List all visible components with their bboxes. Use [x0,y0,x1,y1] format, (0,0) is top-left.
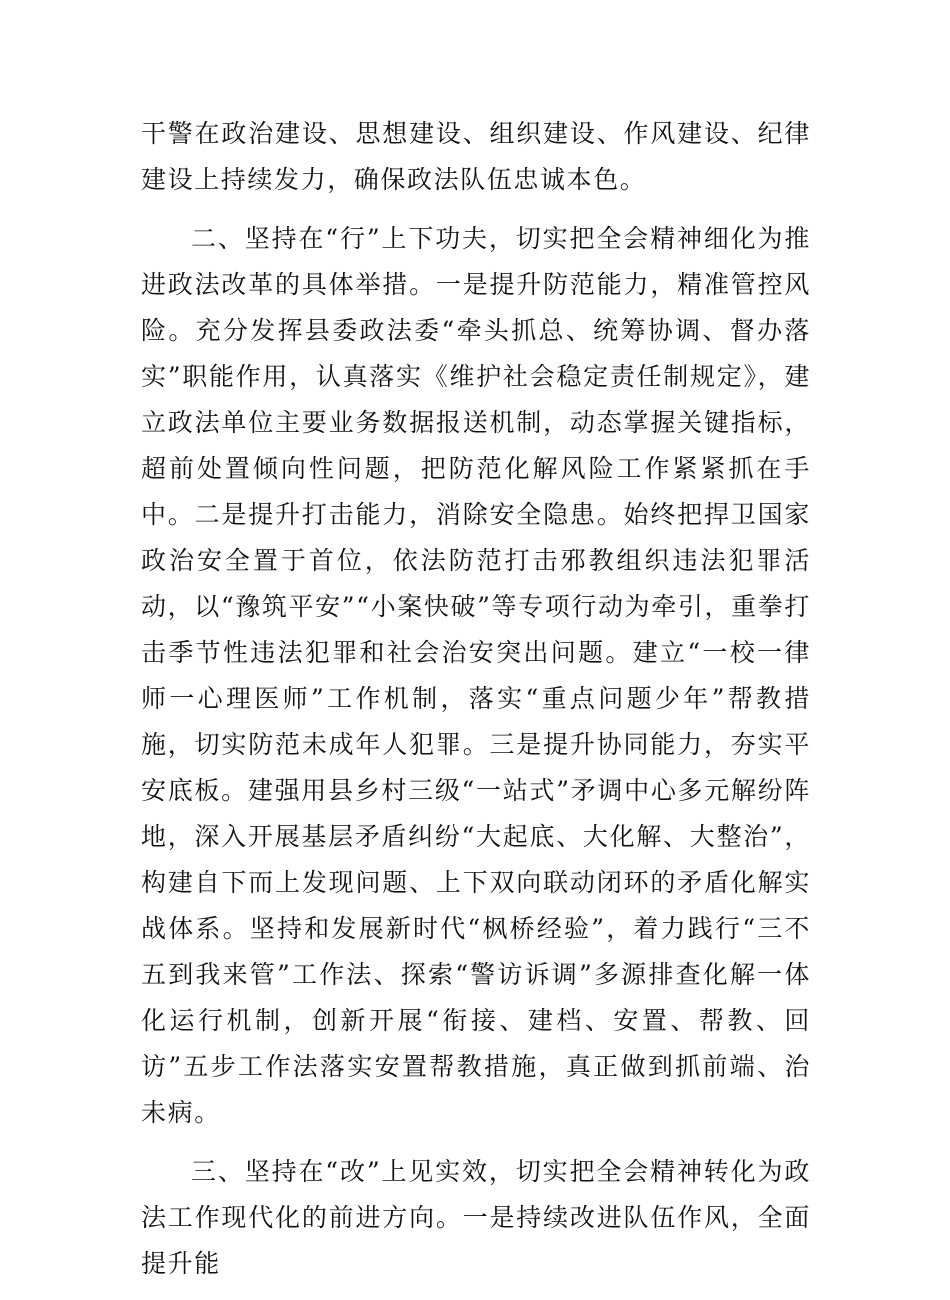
document-body [141,111,811,1300]
paragraph-section-two: 二、坚持在“行”上下功夫，切实把全会精神细化为推进政法改革的具体举措。一是提升防范能力，精准管控风险。充分发挥县委政法委“牵头抓总、统筹协调、督办落实”职能作用，认真落实《维护社会稳定责任制规定》，建立政法单位主要业务数据报送机制，动态掌握关键指标，超前处置倾向性问题，把防范化解风险工作紧紧抓在手中。二是提升打击能力，消除安全隐患。始终把捍卫国家政治安全置于首位，依法防范打击邪教组织违法犯罪活动，以“豫筑平安”“小案快破”等专项行动为牵引，重拳打击季节性违法犯罪和社会治安突出问题。建立“一校一律师一心理医师”工作机制，落实“重点问题少年”帮教措施，切实防范未成年人犯罪。三是提升协同能力，夯实平安底板。建强用县乡村三级“一站式”矛调中心多元解纷阵地，深入开展基层矛盾纠纷“大起底、大化解、大整治”，构建自下而上发现问题、上下双向联动闭环的矛盾化解实战体系。坚持和发展新时代“枫桥经验”，着力践行“三不五到我来管”工作法、探索“警访诉调”多源排查化解一体化运行机制，创新开展“衔接、建档、安置、帮教、回访”五步工作法落实安置帮教措施，真正做到抓前端、治未病。 [141,224,811,1127]
paragraph-continuation: 干警在政治建设、思想建设、组织建设、作风建设、纪律建设上持续发力，确保政法队伍忠诚本色。 [141,119,811,194]
paragraph-section-three: 三、坚持在“改”上见实效，切实把全会精神转化为政法工作现代化的前进方向。一是持续改进队伍作风，全面提升能 [141,1157,811,1278]
